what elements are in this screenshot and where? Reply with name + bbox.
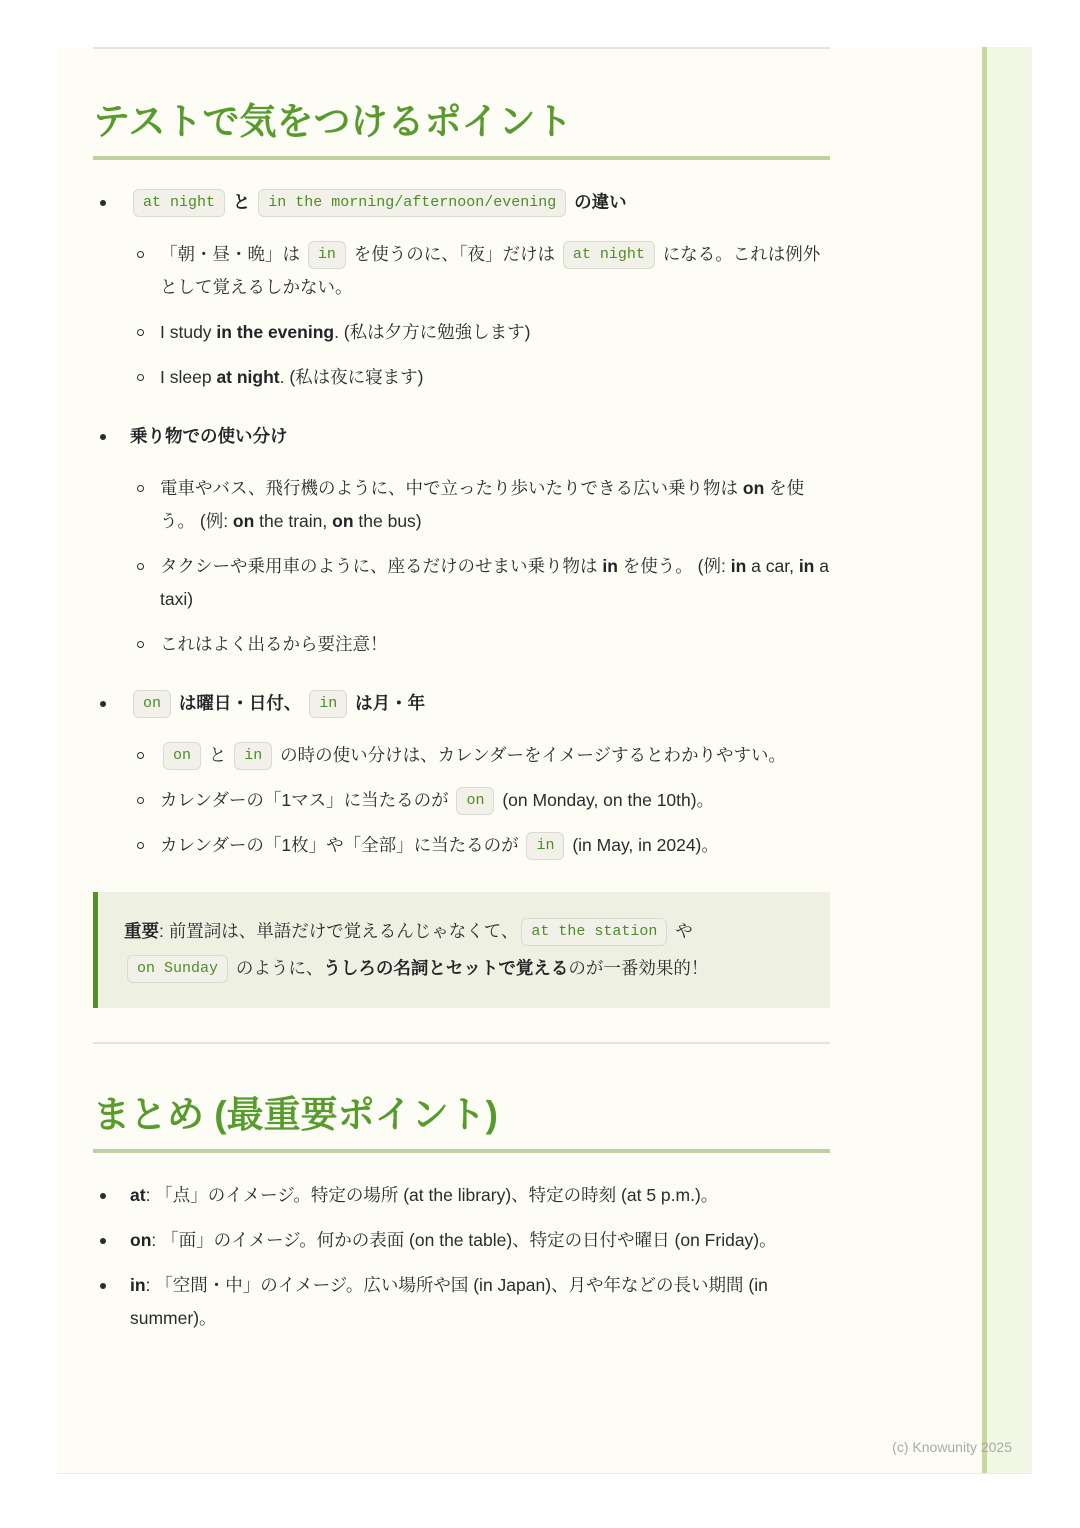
text-segment: (in May, in 2024)。 — [567, 835, 719, 855]
section-heading-test-points: テストで気をつけるポイント — [93, 101, 830, 160]
text-segment: : 「面」のイメージ。何かの表面 (on the table)、特定の日付や曜日 (on Friday)。 — [151, 1230, 777, 1250]
important-callout — [93, 892, 830, 1008]
bold-text-segment: は月・年 — [350, 693, 426, 713]
document-page — [57, 47, 1032, 1474]
sub-item-text — [160, 550, 830, 616]
bold-text-segment: on — [742, 478, 765, 498]
text-segment: . (私は夜に寝ます) — [279, 367, 424, 387]
sub-list — [130, 238, 830, 394]
bold-text-segment: と — [228, 192, 256, 212]
text-segment: タクシーや乗用車のように、座るだけのせまい乗り物は — [160, 556, 603, 576]
code-badge: on — [456, 787, 494, 815]
code-badge: in — [234, 742, 272, 770]
page-content — [93, 47, 830, 1347]
bold-text-segment: on — [130, 1230, 152, 1250]
sub-item-text — [160, 472, 830, 538]
section-divider-top — [93, 47, 830, 49]
text-segment: を使う。 (例: — [160, 478, 805, 531]
bold-text-segment: うしろの名詞とセットで覚える — [323, 958, 569, 978]
text-segment: the bus) — [353, 511, 422, 531]
list-item — [93, 1179, 830, 1212]
code-badge: on — [133, 690, 171, 718]
page-right-margin-strip — [982, 47, 1032, 1473]
bold-text-segment: at night — [216, 367, 280, 387]
list-item — [93, 186, 830, 394]
text-segment: : 「点」のイメージ。特定の場所 (at the library)、特定の時刻 (at 5 p.m.)。 — [145, 1185, 719, 1205]
sub-list-item — [130, 472, 830, 538]
text-segment: や — [670, 921, 693, 941]
code-badge: at night — [563, 241, 655, 269]
sub-item-text — [160, 238, 830, 304]
sub-list-item — [130, 316, 830, 349]
text-segment: . (私は夕方に勉強します) — [334, 322, 531, 342]
code-badge: at the station — [521, 918, 667, 946]
text-segment: 電車やバス、飛行機のように、中で立ったり歩いたりできる広い乗り物は — [160, 478, 743, 498]
bold-text-segment: in — [602, 556, 618, 576]
copyright-footer: (c) Knowunity 2025 — [892, 1439, 1012, 1455]
text-segment: (on Monday, on the 10th)。 — [497, 790, 715, 810]
list-item — [93, 420, 830, 661]
bold-text-segment: 重要 — [124, 921, 159, 941]
text-segment: a car, — [746, 556, 799, 576]
text-segment: 「朝・昼・晩」は — [160, 244, 305, 264]
code-badge: in the morning/afternoon/evening — [258, 189, 566, 217]
bold-text-segment: の違い — [569, 192, 627, 212]
text-segment: のが一番効果的！ — [568, 958, 709, 978]
summary-list — [93, 1179, 830, 1335]
bold-text-segment: on — [332, 511, 354, 531]
sub-list — [130, 472, 830, 661]
text-segment: のように、 — [231, 958, 324, 978]
bold-text-segment: in — [730, 556, 747, 576]
list-item-text — [130, 1269, 830, 1335]
text-segment: の時の使い分けは、カレンダーをイメージするとわかりやすい。 — [275, 745, 786, 765]
code-badge: on Sunday — [127, 955, 228, 983]
sub-item-text — [160, 316, 830, 349]
section-heading-summary: まとめ (最重要ポイント) — [93, 1094, 830, 1153]
list-item — [93, 1224, 830, 1257]
text-segment: を使う。 (例: — [617, 556, 731, 576]
sub-list-item — [130, 739, 830, 772]
sub-item-text — [160, 361, 830, 394]
sub-list-item — [130, 829, 830, 862]
text-segment: I sleep — [160, 367, 217, 387]
sub-list-item — [130, 361, 830, 394]
list-item-text — [130, 687, 830, 720]
sub-item-text — [160, 739, 830, 772]
sub-list-item — [130, 550, 830, 616]
code-badge: in — [309, 690, 347, 718]
text-segment: になる。これは例外として覚えるしかない。 — [160, 244, 821, 297]
code-badge: on — [163, 742, 201, 770]
sub-list-item — [130, 784, 830, 817]
text-segment: a taxi) — [160, 556, 829, 609]
sub-list-item — [130, 238, 830, 304]
section-divider — [93, 1042, 830, 1044]
sub-list-item — [130, 628, 830, 661]
text-segment: と — [204, 745, 232, 765]
list-item — [93, 1269, 830, 1335]
list-item-text — [130, 1179, 830, 1212]
list-item-text — [130, 420, 830, 453]
bold-text-segment: は曜日・日付、 — [174, 693, 307, 713]
text-segment: カレンダーの「1マス」に当たるのが — [160, 790, 454, 810]
text-segment: を使うのに、「夜」だけは — [348, 244, 560, 264]
list-item-text — [130, 186, 830, 219]
list-item — [93, 687, 830, 862]
code-badge: in — [526, 832, 564, 860]
text-segment: カレンダーの「1枚」や「全部」に当たるのが — [160, 835, 524, 855]
sub-item-text — [160, 628, 830, 661]
text-segment: I study — [160, 322, 217, 342]
code-badge: at night — [133, 189, 225, 217]
sub-list — [130, 739, 830, 862]
bold-text-segment: in — [798, 556, 815, 576]
bold-text-segment: in the evening — [216, 322, 335, 342]
bold-text-segment: 乗り物での使い分け — [130, 426, 288, 446]
text-segment: これはよく出るから要注意！ — [160, 634, 388, 654]
text-segment: : 前置詞は、単語だけで覚えるんじゃなくて、 — [159, 921, 519, 941]
list-item-text — [130, 1224, 830, 1257]
sub-item-text — [160, 784, 830, 817]
bold-text-segment: at — [130, 1185, 146, 1205]
test-points-list — [93, 186, 830, 862]
code-badge: in — [308, 241, 346, 269]
bold-text-segment: in — [130, 1275, 146, 1295]
text-segment: : 「空間・中」のイメージ。広い場所や国 (in Japan)、月や年などの長い期間 (in summer)。 — [130, 1275, 768, 1328]
bold-text-segment: on — [232, 511, 255, 531]
sub-item-text — [160, 829, 830, 862]
text-segment: the train, — [254, 511, 333, 531]
